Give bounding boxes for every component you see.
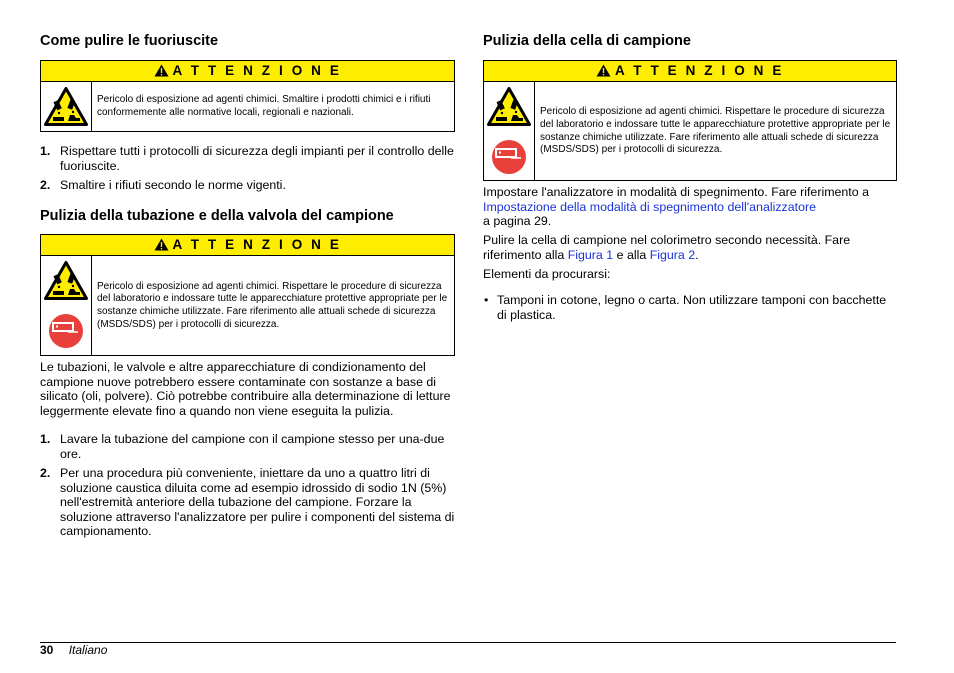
list-text: Lavare la tubazione del campione con il campione stesso per una-due ore. xyxy=(60,432,445,461)
footer-divider xyxy=(40,642,896,643)
warning-title: A T T E N Z I O N E xyxy=(615,63,784,78)
bullet-marker: • xyxy=(484,293,489,307)
body-paragraph-shutdown xyxy=(483,185,897,229)
list-item xyxy=(40,466,455,539)
paragraph-text: Pulire la cella di campione nel colorimetro secondo necessità. Fare riferimento alla xyxy=(483,233,851,262)
list-number: 2. xyxy=(40,178,51,192)
list-item xyxy=(40,178,455,193)
warning-text: Pericolo di esposizione ad agenti chimici. Smaltire i prodotti chimici e i rifiuti conformemente alle normative locali, regionali e nazionali. xyxy=(97,94,431,118)
warning-box-sample-cell xyxy=(483,60,897,181)
figure-1-link[interactable]: Figura 1 xyxy=(567,247,614,262)
warning-title: A T T E N Z I O N E xyxy=(172,63,342,78)
list-text: Rispettare tutti i protocolli di sicurezza degli impianti per il controllo delle fuoriuscite. xyxy=(60,144,454,173)
warning-header xyxy=(41,235,454,256)
figure-2-link[interactable]: Figura 2 xyxy=(649,247,696,262)
footer-language: Italiano xyxy=(68,643,108,657)
warning-text: Pericolo di esposizione ad agenti chimici. Rispettare le procedure di sicurezza del laboratorio e indossare tutte le apparecchiature protettive appropriate per le sostanze chimiche utilizzate. Fare riferimento alle attuali schede di sicurezza (MSDS/SDS) per i protocolli di sicurezza. xyxy=(97,280,448,330)
warning-icons xyxy=(484,82,535,181)
warning-title: A T T E N Z I O N E xyxy=(172,237,342,252)
paragraph-text: a pagina 29. xyxy=(483,214,552,229)
section-heading-spills: Come pulire le fuoriuscite xyxy=(40,33,219,49)
list-number: 2. xyxy=(40,466,51,480)
warning-triangle-icon xyxy=(596,63,611,83)
warning-triangle-icon xyxy=(154,63,169,83)
warning-icons xyxy=(41,82,92,132)
paragraph-text: e alla xyxy=(613,247,650,262)
list-text: Per una procedura più conveniente, iniettare da uno a quattro litri di soluzione caustica diluita come ad esempio idrossido di sodio 1N (5%) nell'estremità anteriore della tubazione del campione. Forzare la soluzione attraverso l'analizzatore per pulire i componenti del sistema di campionamento. xyxy=(60,466,455,539)
face-shield-icon xyxy=(46,311,86,356)
list-item xyxy=(40,144,455,173)
paragraph-text: . xyxy=(695,247,699,262)
list-number: 1. xyxy=(40,432,51,446)
body-paragraph: Le tubazioni, le valvole e altre apparecchiature di condizionamento del campione nuove potrebbero essere contaminate con sostanze a base di silicato (oli, polvere). Ciò potrebbe contribuire alla determinazione di letture leggermente elevate fino a quando non viene eseguita la pulizia. xyxy=(40,360,451,418)
paragraph-text: Impostare l'analizzatore in modalità di spegnimento. Fare riferimento a xyxy=(483,185,869,199)
section-heading-tubing: Pulizia della tubazione e della valvola del campione xyxy=(40,208,394,224)
shutdown-mode-link[interactable]: Impostazione della modalità di spegnimento dell'analizzatore xyxy=(483,199,816,214)
chemical-hazard-icon xyxy=(487,87,531,131)
list-item xyxy=(40,432,455,461)
warning-box-spills xyxy=(40,60,455,132)
warning-header xyxy=(41,61,454,82)
page-number: 30 xyxy=(40,643,54,657)
warning-header xyxy=(484,61,896,82)
chemical-hazard-icon xyxy=(44,261,88,305)
chemical-hazard-icon xyxy=(44,87,88,131)
bullet-item xyxy=(483,293,897,322)
section-heading-sample-cell: Pulizia della cella di campione xyxy=(483,33,691,49)
body-paragraph-clean-cell xyxy=(483,233,897,262)
list-number: 1. xyxy=(40,144,51,158)
face-shield-icon xyxy=(489,137,529,182)
footer xyxy=(40,643,107,657)
warning-box-tubing xyxy=(40,234,455,356)
bullet-text: Tamponi in cotone, legno o carta. Non utilizzare tamponi con bacchette di plastica. xyxy=(497,293,887,322)
items-needed-label: Elementi da procurarsi: xyxy=(483,267,611,281)
list-text: Smaltire i rifiuti secondo le norme vigenti. xyxy=(60,178,286,192)
warning-text: Pericolo di esposizione ad agenti chimici. Rispettare le procedure di sicurezza del laboratorio e indossare tutte le apparecchiature protettive appropriate per le sostanze chimiche utilizzate. Fare riferimento alle attuali schede di sicurezza (MSDS/SDS) per i protocolli di sicurezza. xyxy=(540,106,891,156)
warning-icons xyxy=(41,256,92,356)
warning-triangle-icon xyxy=(154,237,169,257)
